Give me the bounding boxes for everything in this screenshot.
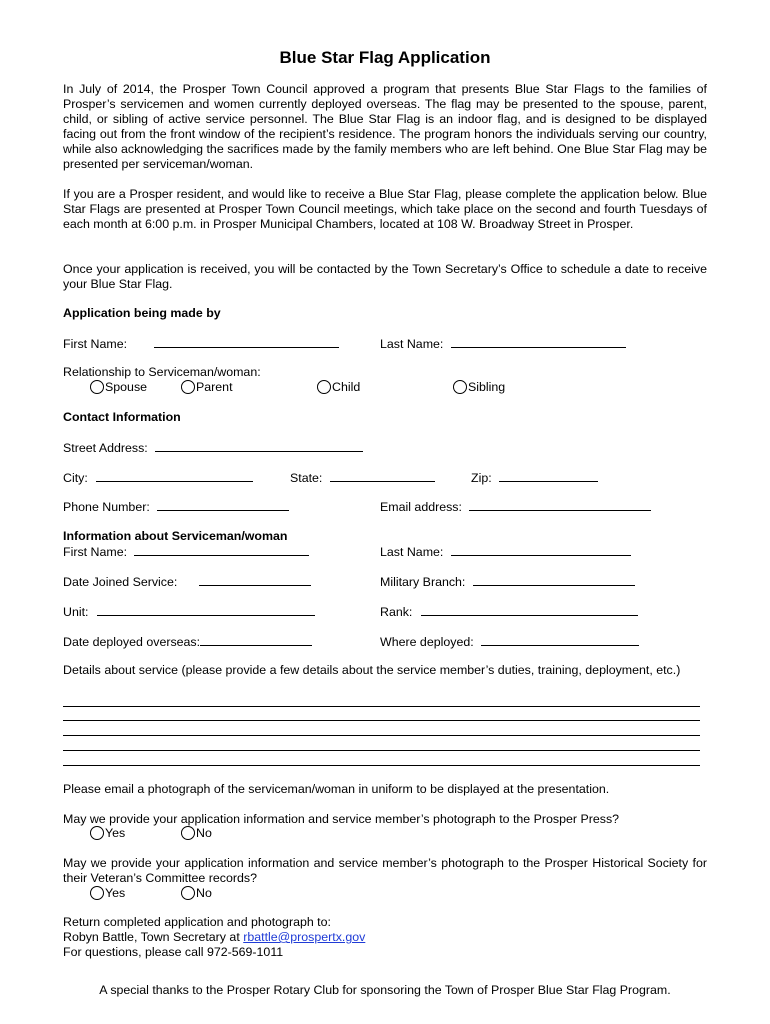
page-title: Blue Star Flag Application [279, 48, 491, 67]
service-heading: Information about Serviceman/woman [63, 529, 288, 543]
service-last-name-row [380, 544, 631, 560]
phone-label: Phone Number: [63, 500, 150, 514]
unit-field[interactable] [97, 604, 315, 616]
service-last-name-label: Last Name: [380, 545, 444, 559]
service-details-label: Details about service (please provide a few details about the service member’s duties, training, deployment, etc.) [63, 663, 681, 677]
city-label: City: [63, 471, 88, 485]
unit-label: Unit: [63, 605, 89, 619]
radio-circle-icon[interactable] [181, 886, 195, 900]
zip-field[interactable] [499, 470, 598, 482]
service-first-name-field[interactable] [134, 544, 309, 556]
relationship-option-parent[interactable]: Parent [181, 380, 233, 395]
details-line-1[interactable] [63, 706, 700, 707]
military-branch-row [380, 574, 635, 590]
service-last-name-field[interactable] [451, 544, 631, 556]
phone-row [63, 499, 289, 515]
where-deployed-row [380, 634, 639, 650]
intro-paragraph-3: Once your application is received, you will be contacted by the Town Secretary’s Office to schedule a date to receive your Blue Star Flag. [63, 262, 707, 291]
zip-row [471, 470, 598, 486]
date-deployed-label: Date deployed overseas: [63, 635, 201, 649]
question-historical-society: May we provide your application information and service member’s photograph to the Prosper Historical Society for their Veteran’s Committee records? [63, 856, 707, 885]
state-label: State: [290, 471, 323, 485]
contact-heading: Contact Information [63, 410, 181, 424]
applicant-last-name-label: Last Name: [380, 337, 444, 351]
relationship-option-spouse[interactable]: Spouse [90, 380, 147, 395]
service-first-name-row [63, 544, 309, 560]
applicant-first-name-label: First Name: [63, 337, 128, 351]
military-branch-label: Military Branch: [380, 575, 466, 589]
q2-option-yes[interactable]: Yes [90, 886, 125, 901]
date-deployed-row [63, 634, 312, 650]
relationship-label: Relationship to Serviceman/woman: [63, 365, 261, 379]
city-row [63, 470, 253, 486]
email-link[interactable]: rbattle@prospertx.gov [243, 930, 366, 944]
street-label: Street Address: [63, 441, 148, 455]
intro-paragraph-1: In July of 2014, the Prosper Town Council approved a program that presents Blue Star Flags to the families of Prosper’s servicemen and women currently deployed overseas. The flag may be presented to the spouse, parent, child, or sibling of active service personnel. The Blue Star Flag is an indoor flag, and is designed to be displayed facing out from the front window of the recipient’s residence. The program honors the individuals serving our country, while also acknowledging the sacrifices made by the family members who are left behind. One Blue Star Flag may be presented per serviceman/woman. [63, 82, 707, 171]
radio-circle-icon[interactable] [90, 380, 104, 394]
military-branch-field[interactable] [473, 574, 635, 586]
applicant-last-name-field[interactable] [451, 336, 626, 348]
rank-row [380, 604, 638, 620]
footer-thanks: A special thanks to the Prosper Rotary Club for sponsoring the Town of Prosper Blue Star Flag Program. [99, 983, 671, 997]
relationship-option-sibling[interactable]: Sibling [453, 380, 505, 395]
email-label: Email address: [380, 500, 462, 514]
q1-option-yes[interactable]: Yes [90, 826, 125, 841]
details-line-5[interactable] [63, 765, 700, 766]
radio-circle-icon[interactable] [181, 826, 195, 840]
where-deployed-label: Where deployed: [380, 635, 474, 649]
rank-label: Rank: [380, 605, 413, 619]
q2-option-no[interactable]: No [181, 886, 212, 901]
radio-circle-icon[interactable] [181, 380, 195, 394]
return-contact-name: Robyn Battle, Town Secretary at [63, 930, 244, 944]
applicant-first-name-field[interactable] [154, 336, 339, 348]
where-deployed-field[interactable] [481, 634, 639, 646]
applicant-last-name-row [380, 336, 626, 352]
city-field[interactable] [96, 470, 253, 482]
radio-circle-icon[interactable] [453, 380, 467, 394]
date-joined-row [63, 574, 311, 590]
applicant-first-name-row [63, 336, 339, 352]
state-row [290, 470, 435, 486]
street-field[interactable] [155, 440, 363, 452]
relationship-option-child[interactable]: Child [317, 380, 360, 395]
q1-option-no[interactable]: No [181, 826, 212, 841]
email-field[interactable] [469, 499, 651, 511]
zip-label: Zip: [471, 471, 492, 485]
radio-circle-icon[interactable] [317, 380, 331, 394]
date-deployed-field[interactable] [200, 634, 312, 646]
intro-paragraph-2: If you are a Prosper resident, and would like to receive a Blue Star Flag, please complete the application below. Blue Star Flags are presented at Prosper Town Council meetings, which take place on the second and fourth Tuesdays of each month at 6:00 p.m. in Prosper Municipal Chambers, located at 108 W. Broadway Street in Prosper. [63, 187, 707, 231]
details-line-2[interactable] [63, 720, 700, 721]
state-field[interactable] [330, 470, 435, 482]
date-joined-label: Date Joined Service: [63, 575, 178, 589]
phone-field[interactable] [157, 499, 289, 511]
rank-field[interactable] [421, 604, 638, 616]
applicant-heading: Application being made by [63, 306, 221, 320]
radio-circle-icon[interactable] [90, 826, 104, 840]
unit-row [63, 604, 315, 620]
photo-note: Please email a photograph of the serviceman/woman in uniform to be displayed at the presentation. [63, 782, 610, 796]
details-line-4[interactable] [63, 750, 700, 751]
street-row [63, 440, 363, 456]
question-prosper-press: May we provide your application information and service member’s photograph to the Prosper Press? [63, 812, 620, 826]
radio-circle-icon[interactable] [90, 886, 104, 900]
details-line-3[interactable] [63, 735, 700, 736]
email-row [380, 499, 651, 515]
return-contact [63, 930, 365, 945]
questions-phone: For questions, please call 972-569-1011 [63, 945, 284, 959]
return-instructions: Return completed application and photograph to: [63, 915, 331, 929]
service-first-name-label: First Name: [63, 545, 128, 559]
date-joined-field[interactable] [199, 574, 311, 586]
